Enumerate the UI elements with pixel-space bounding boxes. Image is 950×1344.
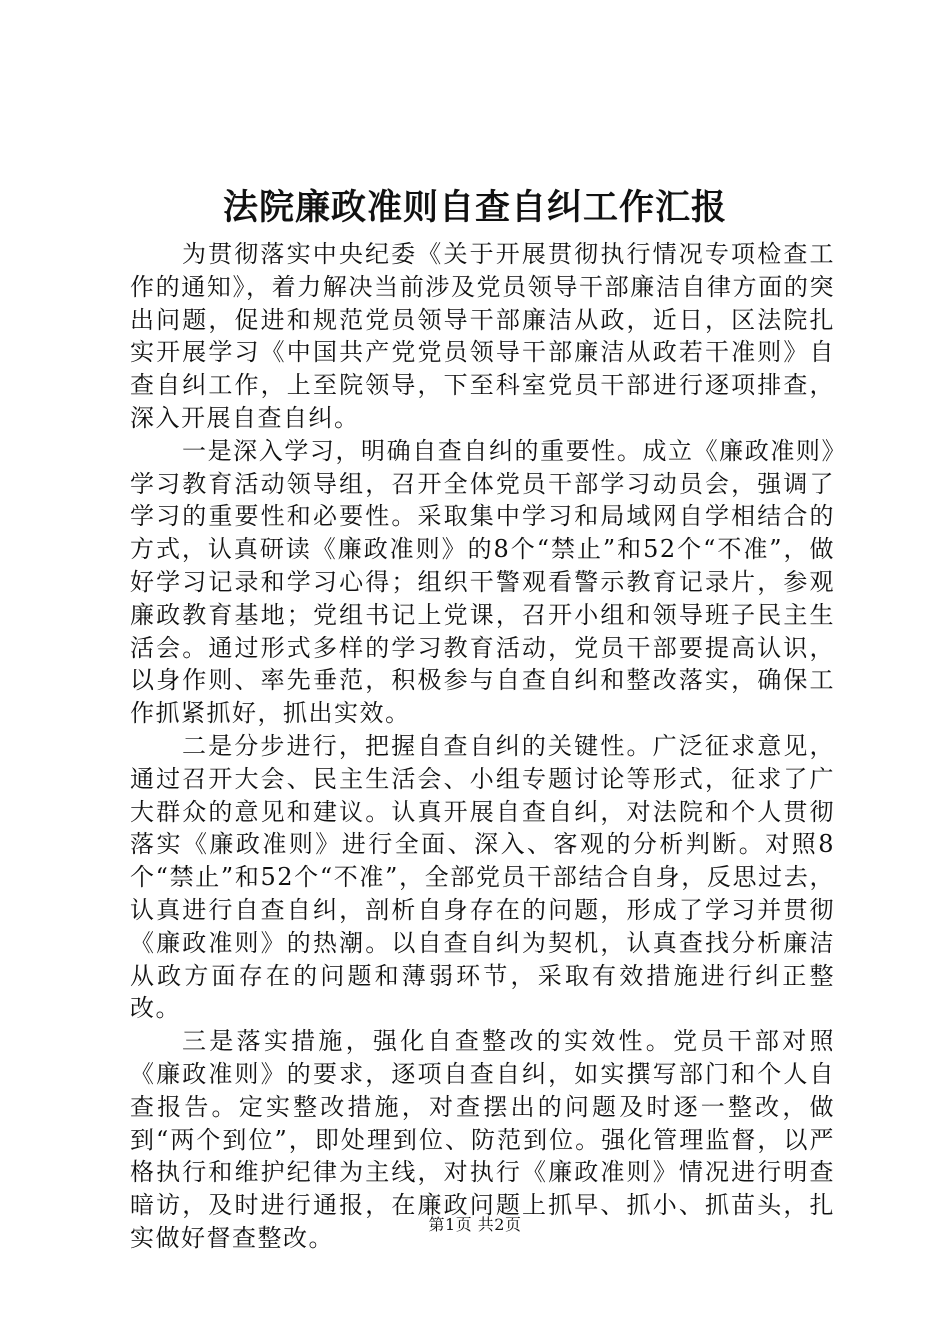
- document-title: 法院廉政准则自查自纠工作汇报: [222, 187, 727, 228]
- page-number-footer: 第1页 共2页: [428, 1215, 522, 1234]
- paragraph-point-three: 三是落实措施，强化自查整改的实效性。党员干部对照《廉政准则》的要求，逐项自查自纠，如实撰写部门和个人自查报告。定实整改措施，对查摆出的问题及时逐一整改，做到“两个到位”，即处理到位、防范到位。强化管理监督，以严格执行和维护纪律为主线，对执行《廉政准则》情况进行明查暗访，及时进行通报，在廉政问题上抓早、抓小、抓苗头，扎实做好督查整改。: [130, 1027, 835, 1252]
- document-body: [130, 238, 835, 1255]
- paragraph-intro: 为贯彻落实中央纪委《关于开展贯彻执行情况专项检查工作的通知》，着力解决当前涉及党员领导干部廉洁自律方面的突出问题，促进和规范党员领导干部廉洁从政，近日，区法院扎实开展学习《中国共产党党员领导干部廉洁从政若干准则》自查自纠工作，上至院领导，下至科室党员干部进行逐项排查，深入开展自查自纠。: [130, 240, 835, 432]
- paragraph-point-one: 一是深入学习，明确自查自纠的重要性。成立《廉政准则》学习教育活动领导组，召开全体党员干部学习动员会，强调了学习的重要性和必要性。采取集中学习和局域网自学相结合的方式，认真研读《廉政准则》的8个“禁止”和52个“不准”，做好学习记录和学习心得；组织干警观看警示教育记录片，参观廉政教育基地；党组书记上党课，召开小组和领导班子民主生活会。通过形式多样的学习教育活动，党员干部要提高认识，以身作则、率先垂范，积极参与自查自纠和整改落实，确保工作抓紧抓好，抓出实效。: [130, 436, 835, 728]
- paragraph-point-two: 二是分步进行，把握自查自纠的关键性。广泛征求意见，通过召开大会、民主生活会、小组专题讨论等形式，征求了广大群众的意见和建议。认真开展自查自纠，对法院和个人贯彻落实《廉政准则》进行全面、深入、客观的分析判断。对照8个“禁止”和52个“不准”，全部党员干部结合自身，反思过去，认真进行自查自纠，剖析自身存在的问题，形成了学习并贯彻《廉政准则》的热潮。以自查自纠为契机，认真查找分析廉洁从政方面存在的问题和薄弱环节，采取有效措施进行纠正整改。: [130, 731, 835, 1023]
